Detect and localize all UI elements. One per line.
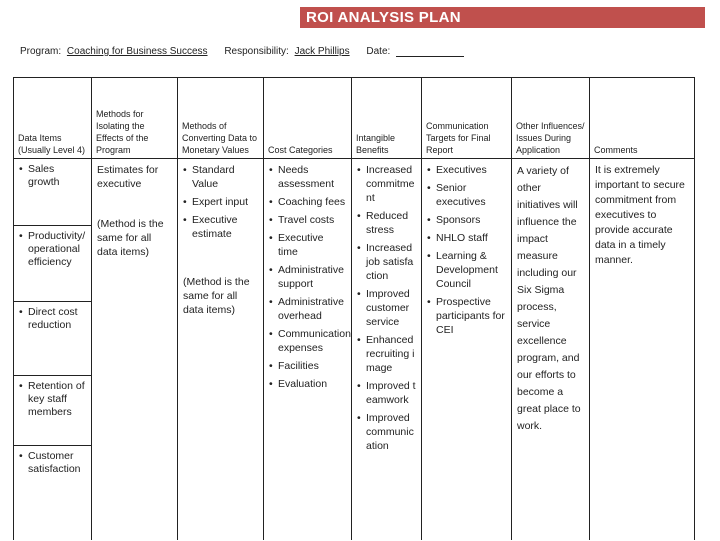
comments-header: Comments <box>590 78 694 159</box>
communication-target: • NHLO staff <box>427 231 506 245</box>
roi-plan-table <box>13 77 695 540</box>
influences-text: A variety of other initiatives will influence the impact measure including our Six Sigma process, service excellence program, and our efforts to become a great place to work. <box>517 165 581 432</box>
communication-target: • Learning & Development Council <box>427 249 506 291</box>
converting-item: • Expert input <box>183 195 258 209</box>
data-item-cell <box>14 446 91 541</box>
data-item: • Direct cost reduction <box>19 306 86 332</box>
intangible-benefit: • Increased commitment <box>357 163 416 205</box>
communication-header: Communication Targets for Final Report <box>422 78 511 159</box>
program-value: Coaching for Business Success <box>66 46 208 57</box>
intangible-body <box>352 159 421 540</box>
cost-categories-column <box>264 78 352 540</box>
influences-body <box>512 159 589 540</box>
data-item-cell <box>14 376 91 446</box>
data-item-cell <box>14 226 91 302</box>
responsibility-value: Jack Phillips <box>294 46 350 57</box>
data-item: • Customer satisfaction <box>19 450 86 476</box>
comments-body <box>590 159 694 540</box>
converting-column <box>178 78 264 540</box>
intangible-benefit: • Improved communication <box>357 411 416 453</box>
influences-column <box>512 78 590 540</box>
intangible-benefit: • Improved customer service <box>357 287 416 329</box>
cost-category: • Communication expenses <box>269 327 346 355</box>
converting-item: • Executive estimate <box>183 213 258 241</box>
title-bar <box>300 7 705 28</box>
isolating-note: (Method is the same for all data items) <box>97 218 164 258</box>
cost-category: • Facilities <box>269 359 346 373</box>
isolating-header: Methods for Isolating the Effects of the Program <box>92 78 177 159</box>
data-items-header: Data Items (Usually Level 4) <box>14 78 91 159</box>
communication-target: • Senior executives <box>427 181 506 209</box>
cost-category: • Travel costs <box>269 213 346 227</box>
isolating-body <box>92 159 177 540</box>
program-label: Program: <box>20 46 62 57</box>
influences-header: Other Influences/ Issues During Application <box>512 78 589 159</box>
communication-target: • Sponsors <box>427 213 506 227</box>
date-blank <box>396 46 464 57</box>
data-item: • Sales growth <box>19 163 86 189</box>
page-title: ROI ANALYSIS PLAN <box>306 9 461 26</box>
data-items-column <box>14 78 92 540</box>
cost-category: • Evaluation <box>269 377 346 391</box>
cost-category: • Administrative support <box>269 263 346 291</box>
intangible-column <box>352 78 422 540</box>
data-item: • Retention of key staff members <box>19 380 86 419</box>
cost-category: • Coaching fees <box>269 195 346 209</box>
communication-target: • Prospective participants for CEI <box>427 295 506 337</box>
cost-categories-body <box>264 159 351 540</box>
data-item: • Productivity/ operational efficiency <box>19 230 86 269</box>
cost-category: • Executive time <box>269 231 346 259</box>
converting-item: • Standard Value <box>183 163 258 191</box>
intangible-header: Intangible Benefits <box>352 78 421 159</box>
meta-row <box>20 46 464 57</box>
comments-column <box>590 78 694 540</box>
communication-body <box>422 159 511 540</box>
converting-note: (Method is the same for all data items) <box>183 276 250 316</box>
isolating-method: Estimates for executive <box>97 164 159 190</box>
communication-target: • Executives <box>427 163 506 177</box>
cost-category: • Needs assessment <box>269 163 346 191</box>
intangible-benefit: • Increased job satisfaction <box>357 241 416 283</box>
cost-category: • Administrative overhead <box>269 295 346 323</box>
responsibility-label: Responsibility: <box>224 46 289 57</box>
isolating-column <box>92 78 178 540</box>
intangible-benefit: • Reduced stress <box>357 209 416 237</box>
communication-column <box>422 78 512 540</box>
converting-header: Methods of Converting Data to Monetary Values <box>178 78 263 159</box>
data-item-cell <box>14 302 91 376</box>
intangible-benefit: • Enhanced recruiting image <box>357 333 416 375</box>
cost-categories-header: Cost Categories <box>264 78 351 159</box>
comments-text: It is extremely important to secure commitment from executives to provide accurate data in a timely manner. <box>595 164 685 266</box>
data-item-cell <box>14 159 91 226</box>
intangible-benefit: • Improved teamwork <box>357 379 416 407</box>
converting-body <box>178 159 263 540</box>
date-label: Date: <box>366 46 391 57</box>
